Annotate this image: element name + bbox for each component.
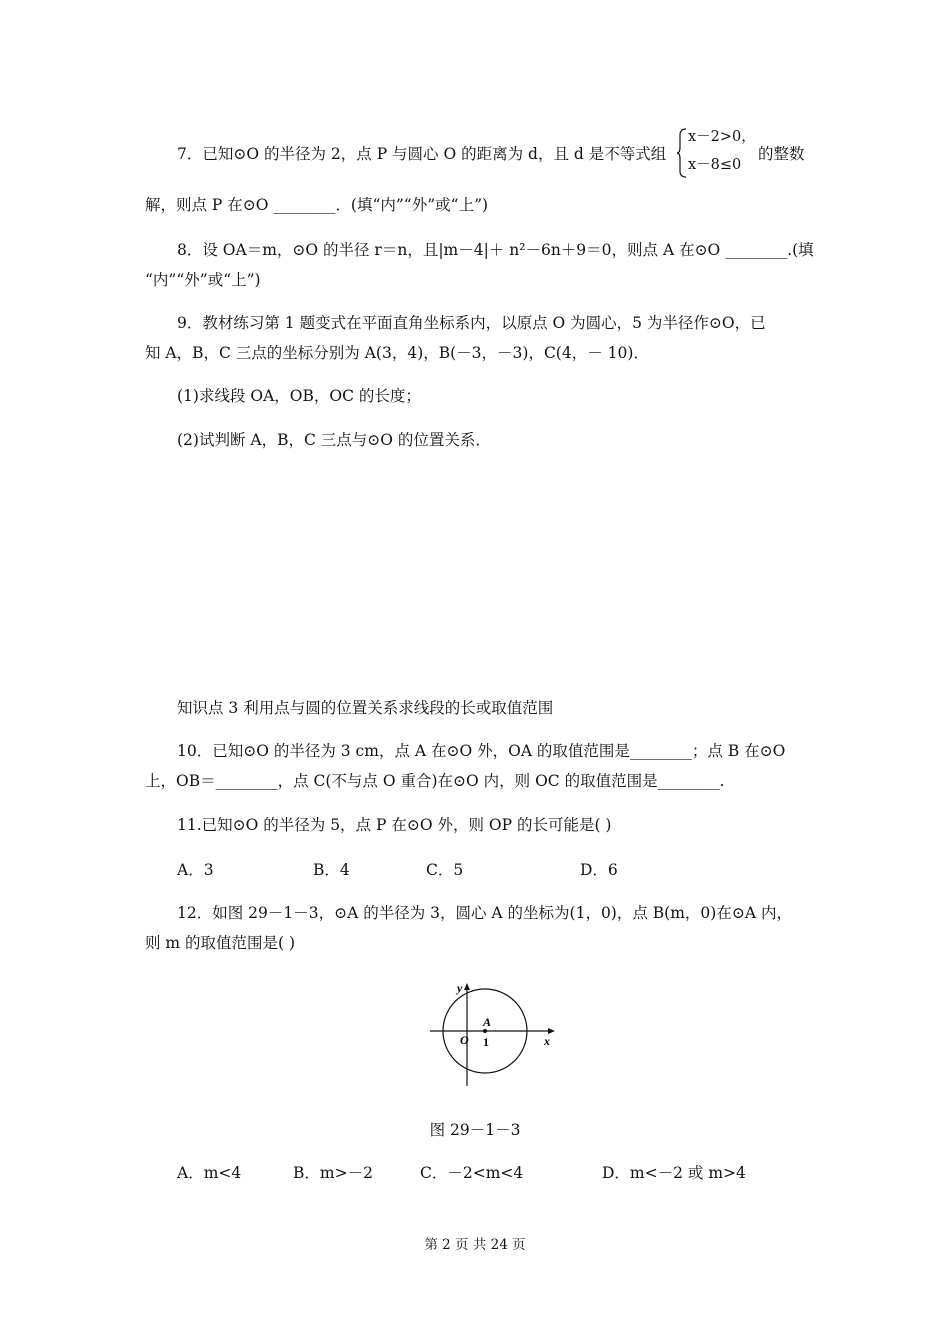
q9-sub2: (2)试判断 A，B，C 三点与⊙O 的位置关系． bbox=[177, 431, 491, 449]
q7-line2: 解，则点 P 在⊙O ________．(填“内”“外”或“上”) bbox=[145, 196, 489, 214]
q12-option-c: C．－2<m<4 bbox=[420, 1164, 524, 1182]
figure-caption: 图 29－1－3 bbox=[429, 1121, 521, 1139]
center-point-a bbox=[483, 1029, 487, 1033]
x-label: x bbox=[544, 1034, 550, 1048]
q12-line2: 则 m 的取值范围是( ) bbox=[145, 934, 296, 952]
q12-line1: 12．如图 29－1－3，⊙A 的半径为 3，圆心 A 的坐标为(1，0)，点 B(m，0)在⊙A 内， bbox=[177, 904, 792, 922]
q7-line1: 7．已知⊙O 的半径为 2，点 P 与圆心 O 的距离为 d，且 d 是不等式组 bbox=[177, 145, 667, 163]
center-label: A bbox=[483, 1015, 492, 1029]
y-label: y bbox=[457, 982, 463, 995]
q12-option-a: A．m<4 bbox=[177, 1164, 242, 1182]
page-number: 第 2 页 共 24 页 bbox=[424, 1237, 526, 1253]
q8-line1: 8．设 OA＝m，⊙O 的半径 r＝n，且|m－4|＋ n²－6n＋9＝0，则点 A 在⊙O ________.(填 bbox=[177, 241, 814, 259]
q11-option-a: A．3 bbox=[177, 861, 214, 879]
q12-option-d: D．m<－2 或 m>4 bbox=[602, 1164, 746, 1182]
brace-icon bbox=[676, 127, 688, 179]
q10-line2: 上，OB＝________，点 C(不与点 O 重合)在⊙O 内，则 OC 的取值范围是________. bbox=[145, 772, 725, 790]
q8-line2: “内”“外”或“上”) bbox=[145, 271, 261, 289]
tick-label: 1 bbox=[483, 1035, 489, 1049]
section-heading: 知识点 3 利用点与圆的位置关系求线段的长或取值范围 bbox=[177, 699, 554, 717]
q11-option-c: C．5 bbox=[426, 861, 464, 879]
q11-option-d: D．6 bbox=[580, 861, 618, 879]
origin-label: O bbox=[460, 1033, 469, 1047]
q7-tail: 的整数 bbox=[758, 145, 805, 163]
inequality-1: x－2>0， bbox=[688, 129, 756, 145]
coordinate-figure bbox=[428, 982, 560, 1088]
q10-line1: 10．已知⊙O 的半径为 3 cm，点 A 在⊙O 外，OA 的取值范围是________；点 B 在⊙O bbox=[177, 742, 786, 760]
q11-option-b: B．4 bbox=[313, 861, 350, 879]
inequality-system bbox=[676, 127, 756, 179]
inequality-2: x－8≤0 bbox=[688, 157, 742, 173]
q11-stem: 11.已知⊙O 的半径为 5，点 P 在⊙O 外，则 OP 的长可能是( ) bbox=[177, 816, 612, 834]
q12-option-b: B．m>－2 bbox=[293, 1164, 373, 1182]
q9-line1: 9．教材练习第 1 题变式在平面直角坐标系内，以原点 O 为圆心，5 为半径作⊙O，已 bbox=[177, 314, 766, 332]
y-axis-arrow-icon bbox=[464, 983, 470, 990]
q9-sub1: (1)求线段 OA，OB，OC 的长度； bbox=[177, 387, 421, 405]
q9-line2: 知 A，B，C 三点的坐标分别为 A(3，4)，B(－3，－3)，C(4，－ 10)． bbox=[145, 344, 649, 362]
